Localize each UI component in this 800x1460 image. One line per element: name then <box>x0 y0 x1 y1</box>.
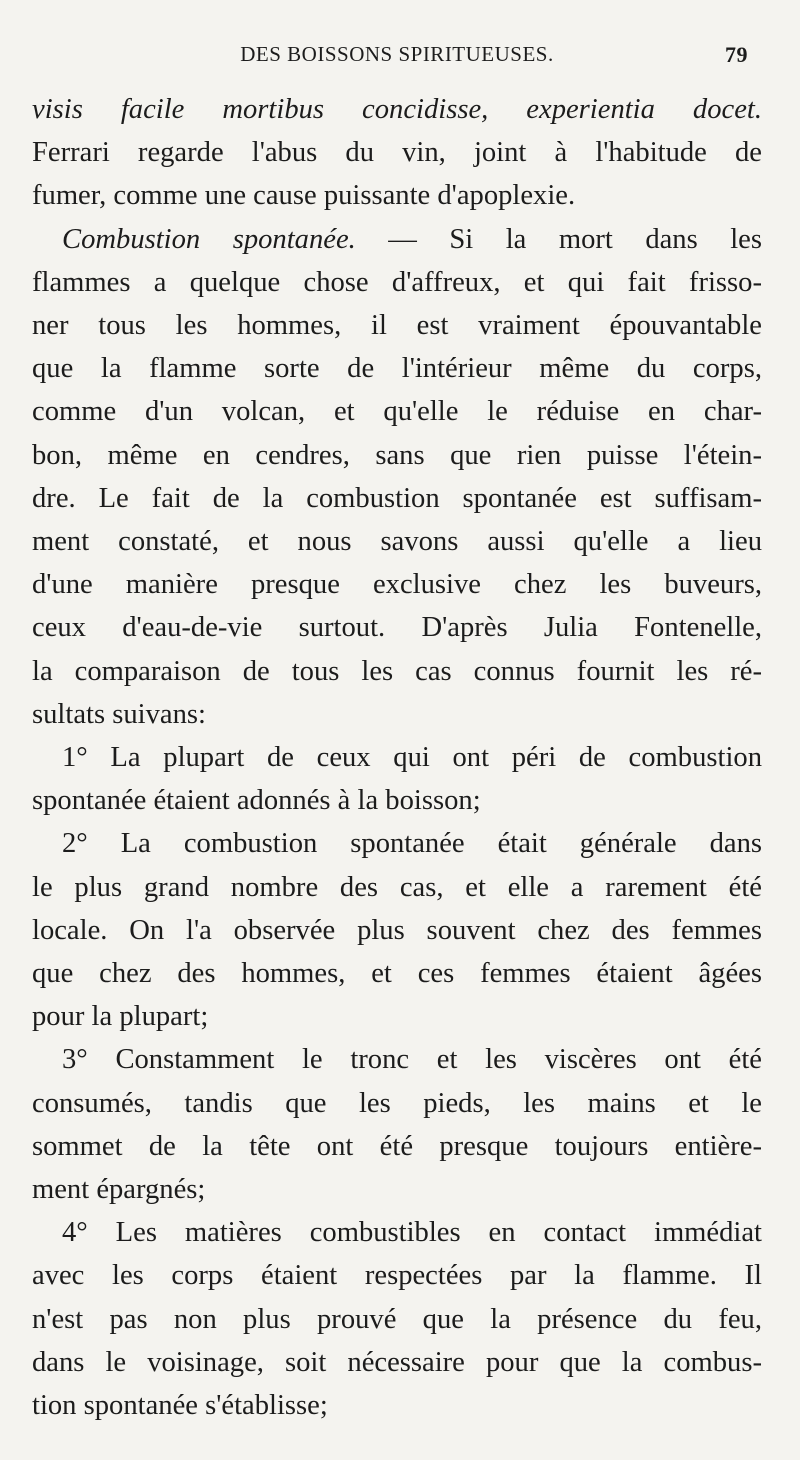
text-line <box>32 218 762 261</box>
text-segment: dre. Le fait de la combustion spontanée est suffisam- <box>32 482 762 514</box>
text-segment: 1° La plupart de ceux qui ont péri de combustion <box>62 742 762 774</box>
text-segment: ment constaté, et nous savons aussi qu'elle a lieu <box>32 526 762 558</box>
text-line <box>32 390 762 433</box>
text-line <box>32 304 762 347</box>
text-line <box>32 822 762 865</box>
text-line <box>32 261 762 304</box>
text-line <box>32 563 762 606</box>
text-segment: 2° La combustion spontanée était générale dans <box>62 828 762 860</box>
text-segment: comme d'un volcan, et qu'elle le réduise en char- <box>32 396 762 428</box>
text-segment: ment épargnés; <box>32 1174 206 1206</box>
text-segment: que la flamme sorte de l'intérieur même du corps, <box>32 353 762 385</box>
text-line <box>32 693 762 736</box>
text-segment: 3° Constamment le tronc et les viscères ont été <box>62 1044 762 1076</box>
text-line <box>32 520 762 563</box>
running-title: DES BOISSONS SPIRITUEUSES. <box>240 42 554 66</box>
text-segment: sommet de la tête ont été presque toujours entière- <box>32 1130 762 1162</box>
italic-text: visis facile mortibus concidisse, experientia docet. <box>32 94 762 125</box>
text-line <box>32 434 762 477</box>
text-segment: la comparaison de tous les cas connus fournit les ré- <box>32 655 762 687</box>
text-line <box>32 779 762 822</box>
text-segment: locale. On l'a observée plus souvent chez des femmes <box>32 914 762 946</box>
paragraph <box>32 736 762 822</box>
text-line <box>32 1254 762 1297</box>
paragraph <box>32 1038 762 1211</box>
text-segment: avec les corps étaient respectées par la flamme. Il <box>32 1260 762 1292</box>
text-line <box>32 88 762 131</box>
page-number: 79 <box>725 42 748 67</box>
paragraph <box>32 88 762 218</box>
text-segment: fumer, comme une cause puissante d'apoplexie. <box>32 180 576 212</box>
paragraph <box>32 218 762 736</box>
text-line <box>32 1082 762 1125</box>
text-segment: bon, même en cendres, sans que rien puisse l'étein- <box>32 439 762 471</box>
text-segment: pour la plupart; <box>32 1001 209 1033</box>
text-segment: tion spontanée s'établisse; <box>32 1390 328 1422</box>
text-segment: sultats suivans: <box>32 698 206 730</box>
text-line <box>32 866 762 909</box>
text-line <box>32 995 762 1038</box>
text-line <box>32 1168 762 1211</box>
text-segment: — Si la mort dans les <box>355 223 762 255</box>
text-line <box>32 1384 762 1427</box>
text-segment: ner tous les hommes, il est vraiment épouvantable <box>32 310 762 342</box>
text-line <box>32 1211 762 1254</box>
text-segment: dans le voisinage, soit nécessaire pour que la combus- <box>32 1346 762 1378</box>
paragraph <box>32 1211 762 1427</box>
text-line <box>32 952 762 995</box>
text-line <box>32 1341 762 1384</box>
body-text <box>32 88 762 1427</box>
italic-text: Combustion spontanée. <box>62 223 356 255</box>
text-segment: consumés, tandis que les pieds, les mains et le <box>32 1087 762 1119</box>
text-segment: Ferrari regarde l'abus du vin, joint à l'habitude de <box>32 137 762 169</box>
running-head <box>32 40 762 88</box>
text-segment: spontanée étaient adonnés à la boisson; <box>32 785 481 817</box>
text-line <box>32 131 762 174</box>
text-segment: 4° Les matières combustibles en contact immédiat <box>62 1217 762 1249</box>
paragraph <box>32 822 762 1038</box>
text-segment: que chez des hommes, et ces femmes étaient âgées <box>32 958 762 990</box>
text-line <box>32 1125 762 1168</box>
text-line <box>32 174 762 217</box>
text-segment: d'une manière presque exclusive chez les buveurs, <box>32 569 762 601</box>
text-line <box>32 1298 762 1341</box>
text-segment: n'est pas non plus prouvé que la présence du feu, <box>32 1303 762 1335</box>
text-line <box>32 909 762 952</box>
text-line <box>32 650 762 693</box>
text-line <box>32 736 762 779</box>
text-line <box>32 1038 762 1081</box>
text-line <box>32 347 762 390</box>
text-line <box>32 477 762 520</box>
text-segment: le plus grand nombre des cas, et elle a rarement été <box>32 871 762 903</box>
text-segment: ceux d'eau-de-vie surtout. D'après Julia Fontenelle, <box>32 612 762 644</box>
text-line <box>32 606 762 649</box>
text-segment: flammes a quelque chose d'affreux, et qui fait frisso- <box>32 266 762 298</box>
